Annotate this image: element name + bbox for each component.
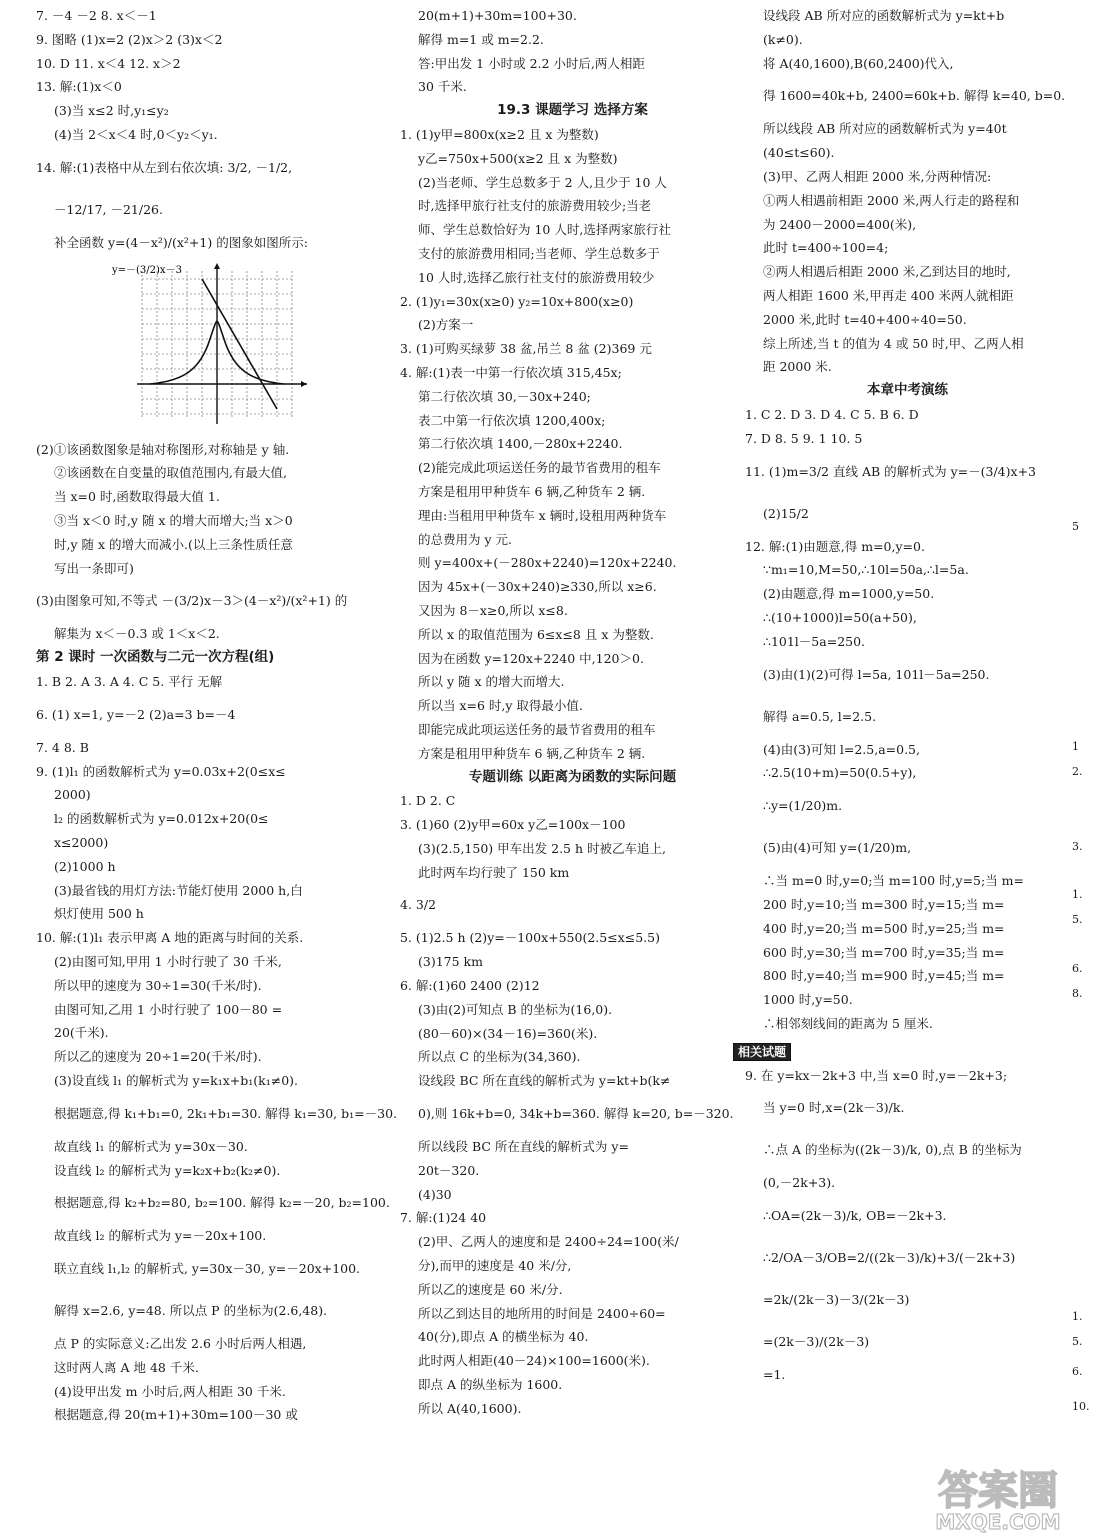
- answer-line: (4)30: [418, 1186, 452, 1202]
- answer-line: (4)设甲出发 m 小时后,两人相距 30 千米.: [54, 1383, 286, 1399]
- answer-line: (2)由图可知,甲用 1 小时行驶了 30 千米,: [54, 953, 282, 969]
- answer-line: 所以当 x=6 时,y 取得最小值.: [418, 698, 583, 714]
- answer-line: ②两人相遇后相距 2000 米,乙到达目的地时,: [763, 264, 1011, 280]
- answer-line: 分),而甲的速度是 40 米/分,: [418, 1258, 572, 1274]
- answer-line: (80－60)×(34－16)=360(米).: [418, 1025, 598, 1041]
- answer-line: 当 y=0 时,x=(2k－3)/k.: [763, 1100, 905, 1116]
- answer-line: 13. 解:(1)x＜0: [36, 79, 122, 95]
- answer-line: 时,y 随 x 的增大而减小.(以上三条性质任意: [54, 536, 293, 552]
- answer-line: 的总费用为 y 元.: [418, 531, 512, 547]
- answer-line: 距 2000 米.: [763, 359, 832, 375]
- answer-line: 7. D 8. 5 9. 1 10. 5: [745, 430, 863, 446]
- answer-line: (40≤t≤60).: [763, 145, 835, 161]
- answer-line: 设线段 AB 所对应的函数解析式为 y=kt+b: [763, 8, 1005, 23]
- answer-line: (2)1000 h: [54, 858, 116, 874]
- answer-line: 2000): [54, 787, 91, 803]
- answer-line: 根据题意,得 k₂+b₂=80, b₂=100. 解得 k₂=－20, b₂=100.: [54, 1195, 390, 1211]
- answer-line: 因为在函数 y=120x+2240 中,120＞0.: [418, 650, 644, 666]
- answer-line: 解集为 x＜－0.3 或 1＜x＜2.: [54, 626, 220, 642]
- answer-line: ∴2.5(10+m)=50(0.5+y),: [763, 765, 917, 781]
- answer-line: 1000 时,y=50.: [763, 992, 853, 1008]
- answer-line: 即点 A 的纵坐标为 1600.: [418, 1377, 563, 1393]
- answer-line: 理由:当租用甲种货车 x 辆时,设租用两种货车: [418, 507, 667, 523]
- related-questions-tag: 相关试题: [733, 1043, 791, 1061]
- answer-line: 两人相距 1600 米,甲再走 400 米两人就相距: [763, 287, 1014, 303]
- answer-line: 6. 解:(1)60 2400 (2)12: [400, 978, 540, 994]
- answer-line: ②该函数在自变量的取值范围内,有最大值,: [54, 465, 287, 481]
- answer-line: 由图可知,乙用 1 小时行驶了 100－80 =: [54, 1001, 283, 1017]
- section-heading: 本章中考演练: [867, 382, 948, 399]
- answer-line: 40(分),即点 A 的横坐标为 40.: [418, 1329, 589, 1345]
- answer-line: 根据题意,得 20(m+1)+30m=100－30 或: [54, 1407, 298, 1423]
- answer-line: 所以乙的速度为 20÷1=20(千米/时).: [54, 1049, 262, 1065]
- answer-line: 30 千米.: [418, 79, 467, 95]
- answer-line: 9. 图略 (1)x=2 (2)x＞2 (3)x＜2: [36, 31, 223, 47]
- answer-line: 800 时,y=40;当 m=900 时,y=45;当 m=: [763, 968, 1005, 984]
- margin-number: 3.: [1072, 840, 1083, 853]
- answer-line: (2)甲、乙两人的速度和是 2400÷24=100(米/: [418, 1234, 679, 1250]
- answer-line: 9. 在 y=kx－2k+3 中,当 x=0 时,y=－2k+3;: [745, 1067, 1008, 1083]
- answer-line: 1. C 2. D 3. D 4. C 5. B 6. D: [745, 406, 919, 422]
- answer-line: =1.: [763, 1367, 786, 1383]
- margin-number: 6.: [1072, 962, 1083, 975]
- answer-line: =(2k－3)/(2k－3): [763, 1334, 870, 1350]
- function-graph: [112, 259, 342, 429]
- answer-line: (3)最省钱的用灯方法:节能灯使用 2000 h,白: [54, 882, 303, 898]
- section-heading: 19.3 课题学习 选择方案: [497, 102, 648, 119]
- answer-line: 所以线段 AB 所对应的函数解析式为 y=40t: [763, 121, 1007, 137]
- answer-line: 又因为 8－x≥0,所以 x≤8.: [418, 602, 568, 618]
- answer-line: 2000 米,此时 t=40+400÷40=50.: [763, 311, 967, 327]
- answer-line: x≤2000): [54, 834, 109, 850]
- answer-line: 2. (1)y₁=30x(x≥0) y₂=10x+800(x≥0): [400, 293, 634, 309]
- answer-line: ∴y=(1/20)m.: [763, 798, 843, 814]
- watermark-site: MXQE.COM: [935, 1510, 1061, 1534]
- answer-line: 综上所述,当 t 的值为 4 或 50 时,甲、乙两人相: [763, 335, 1024, 351]
- answer-line: (2)由题意,得 m=1000,y=50.: [763, 586, 935, 602]
- section-heading: 第 2 课时 一次函数与二元一次方程(组): [36, 649, 275, 666]
- answer-line: ∴OA=(2k－3)/k, OB=－2k+3.: [763, 1208, 947, 1224]
- margin-number: 2.: [1072, 765, 1083, 778]
- answer-line: 所以 y 随 x 的增大而增大.: [418, 674, 565, 690]
- answer-line: (3)(2.5,150) 甲车出发 2.5 h 时被乙车追上,: [418, 840, 666, 856]
- answer-line: ∴2/OA－3/OB=2/((2k－3)/k)+3/(－2k+3): [763, 1250, 1016, 1266]
- answer-line: 因为 45x+(－30x+240)≥330,所以 x≥6.: [418, 579, 657, 595]
- answer-column-2: [400, 4, 745, 1421]
- margin-number: 5.: [1072, 1335, 1083, 1348]
- answer-line: 解得 x=2.6, y=48. 所以点 P 的坐标为(2.6,48).: [54, 1303, 328, 1319]
- answer-line: 解得 m=1 或 m=2.2.: [418, 31, 544, 47]
- answer-line: 方案是租用甲种货车 6 辆,乙种货车 2 辆.: [418, 745, 646, 761]
- answer-line: 解得 a=0.5, l=2.5.: [763, 708, 877, 724]
- answer-line: ③当 x＜0 时,y 随 x 的增大而增大;当 x＞0: [54, 512, 293, 528]
- answer-line: 所以线段 BC 所在直线的解析式为 y=: [418, 1139, 629, 1155]
- answer-line: 所以甲的速度为 30÷1=30(千米/时).: [54, 977, 262, 993]
- answer-line: 3. (1)60 (2)y甲=60x y乙=100x－100: [400, 817, 626, 833]
- answer-line: l₂ 的函数解析式为 y=0.012x+20(0≤: [54, 811, 269, 827]
- answer-line: 3. (1)可购买绿萝 38 盆,吊兰 8 盆 (2)369 元: [400, 341, 652, 357]
- answer-line: 400 时,y=20;当 m=500 时,y=25;当 m=: [763, 920, 1005, 936]
- answer-line: ∴(10+1000)l=50(a+50),: [763, 609, 917, 625]
- answer-column-3: [738, 4, 1070, 1387]
- answer-line: －12/17, －21/26.: [54, 201, 163, 217]
- answer-line: 14. 解:(1)表格中从左到右依次填: 3/2, －1/2,: [36, 159, 293, 175]
- answer-line: (2)方案一: [418, 317, 474, 333]
- answer-line: y乙=750x+500(x≥2 且 x 为整数): [418, 150, 618, 166]
- margin-number: 8.: [1072, 987, 1083, 1000]
- margin-number: 1: [1072, 740, 1079, 753]
- answer-line: 炽灯使用 500 h: [54, 906, 144, 922]
- answer-line: 这时两人离 A 地 48 千米.: [54, 1359, 199, 1375]
- answer-line: (4)当 2＜x＜4 时,0＜y₂＜y₁.: [54, 126, 218, 142]
- answer-line: 为 2400－2000=400(米),: [763, 216, 917, 232]
- answer-line: 所以 A(40,1600).: [418, 1400, 522, 1416]
- answer-line: 故直线 l₁ 的解析式为 y=30x－30.: [54, 1138, 248, 1154]
- answer-line: (4)由(3)可知 l=2.5,a=0.5,: [763, 741, 920, 757]
- margin-number: 5.: [1072, 913, 1083, 926]
- answer-line: 11. (1)m=3/2 直线 AB 的解析式为 y=－(3/4)x+3: [745, 463, 1036, 479]
- answer-line: (3)甲、乙两人相距 2000 米,分两种情况:: [763, 168, 992, 184]
- answer-line: 1. D 2. C: [400, 793, 456, 809]
- answer-line: 设直线 l₂ 的解析式为 y=k₂x+b₂(k₂≠0).: [54, 1162, 281, 1178]
- answer-line: 补全函数 y=(4－x²)/(x²+1) 的图象如图所示:: [54, 234, 308, 250]
- answer-line: 则 y=400x+(－280x+2240)=120x+2240.: [418, 555, 677, 571]
- answer-line: 将 A(40,1600),B(60,2400)代入,: [763, 55, 954, 71]
- answer-line: 6. (1) x=1, y=－2 (2)a=3 b=－4: [36, 706, 236, 722]
- answer-line: 所以乙到达目的地所用的时间是 2400÷60=: [418, 1305, 666, 1321]
- answer-line: ∵m₁=10,M=50,∴10l=50a,∴l=5a.: [763, 562, 969, 578]
- answer-line: 联立直线 l₁,l₂ 的解析式, y=30x－30, y=－20x+100.: [54, 1261, 361, 1277]
- answer-line: 1. B 2. A 3. A 4. C 5. 平行 无解: [36, 673, 223, 689]
- answer-line: 此时 t=400÷100=4;: [763, 240, 889, 256]
- watermark-logo: [903, 1459, 1093, 1534]
- answer-line: (3)175 km: [418, 954, 483, 970]
- answer-line: 7. 解:(1)24 40: [400, 1210, 487, 1226]
- answer-line: =2k/(2k－3)－3/(2k－3): [763, 1292, 910, 1308]
- answer-line: 此时两车均行驶了 150 km: [418, 864, 570, 880]
- watermark-text: 答案圈: [938, 1468, 1058, 1514]
- section-heading: 专题训练 以距离为函数的实际问题: [468, 768, 677, 785]
- answer-line: 当 x=0 时,函数取得最大值 1.: [54, 489, 220, 505]
- margin-number: 6.: [1072, 1365, 1083, 1378]
- answer-line: 20(m+1)+30m=100+30.: [418, 8, 577, 23]
- answer-line: (5)由(4)可知 y=(1/20)m,: [763, 840, 912, 856]
- answer-line: 所以 x 的取值范围为 6≤x≤8 且 x 为整数.: [418, 626, 654, 642]
- answer-line: 写出一条即可): [54, 560, 134, 576]
- answer-line: 200 时,y=10;当 m=300 时,y=15;当 m=: [763, 896, 1005, 912]
- answer-line: (2)能完成此项运送任务的最节省费用的租车: [418, 460, 661, 476]
- margin-number: 1.: [1072, 1310, 1083, 1323]
- answer-line: 10. 解:(1)l₁ 表示甲离 A 地的距离与时间的关系.: [36, 930, 304, 946]
- answer-line: 答:甲出发 1 小时或 2.2 小时后,两人相距: [418, 55, 645, 71]
- related-tag-row: [738, 1040, 1070, 1064]
- answer-line: 根据题意,得 k₁+b₁=0, 2k₁+b₁=30. 解得 k₁=30, b₁=－30.: [54, 1105, 397, 1121]
- answer-line: (3)由图象可知,不等式 －(3/2)x－3＞(4－x²)/(x²+1) 的: [36, 593, 348, 609]
- answer-line: 9. (1)l₁ 的函数解析式为 y=0.03x+2(0≤x≤: [36, 763, 286, 779]
- answer-line: (3)由(1)(2)可得 l=5a, 101l－5a=250.: [763, 666, 990, 682]
- answer-line: 7. 4 8. B: [36, 739, 89, 755]
- answer-line: 5. (1)2.5 h (2)y=－100x+550(2.5≤x≤5.5): [400, 930, 660, 946]
- answer-line: 20t－320.: [418, 1162, 480, 1178]
- graph-line-label: y=－(3/2)x－3: [112, 264, 182, 276]
- answer-line: 即能完成此项运送任务的最节省费用的租车: [418, 721, 656, 737]
- answer-line: 4. 3/2: [400, 897, 437, 913]
- answer-line: 得 1600=40k+b, 2400=60k+b. 解得 k=40, b=0.: [763, 88, 1066, 104]
- answer-line: ①两人相遇前相距 2000 米,两人行走的路程和: [763, 192, 1020, 208]
- answer-line: 所以点 C 的坐标为(34,360).: [418, 1049, 581, 1065]
- answer-line: 0),则 16k+b=0, 34k+b=360. 解得 k=20, b=－320.: [418, 1106, 734, 1122]
- answer-line: ∴点 A 的坐标为((2k－3)/k, 0),点 B 的坐标为: [763, 1142, 1022, 1158]
- answer-line: 方案是租用甲种货车 6 辆,乙种货车 2 辆.: [418, 483, 646, 499]
- answer-line: 此时两人相距(40－24)×100=1600(米).: [418, 1353, 650, 1369]
- margin-number: 5: [1072, 520, 1079, 533]
- answer-line: 时,选择甲旅行社支付的旅游费用较少;当老: [418, 198, 652, 214]
- answer-line: 10. D 11. x＜4 12. x＞2: [36, 55, 181, 71]
- answer-line: 10 人时,选择乙旅行社支付的旅游费用较少: [418, 269, 655, 285]
- answer-line: (k≠0).: [763, 31, 803, 47]
- answer-line: ∴当 m=0 时,y=0;当 m=100 时,y=5;当 m=: [763, 873, 1025, 889]
- answer-line: 1. (1)y甲=800x(x≥2 且 x 为整数): [400, 126, 599, 142]
- answer-line: 表二中第一行依次填 1200,400x;: [418, 412, 606, 428]
- answer-line: 设线段 BC 所在直线的解析式为 y=kt+b(k≠: [418, 1073, 671, 1089]
- answer-line: 师、学生总数恰好为 10 人时,选择两家旅行社: [418, 222, 671, 238]
- answer-line: 7. －4 －2 8. x＜－1: [36, 8, 157, 23]
- answer-line: 点 P 的实际意义:乙出发 2.6 小时后两人相遇,: [54, 1336, 307, 1352]
- answer-line: ∴101l－5a=250.: [763, 633, 866, 649]
- margin-number: 10.: [1072, 1400, 1090, 1413]
- answer-line: (0,－2k+3).: [763, 1175, 836, 1191]
- answer-line: (2)①该函数图象是轴对称图形,对称轴是 y 轴.: [36, 441, 290, 457]
- margin-number: 1.: [1072, 888, 1083, 901]
- answer-line: 600 时,y=30;当 m=700 时,y=35;当 m=: [763, 944, 1005, 960]
- answer-line: 20(千米).: [54, 1025, 109, 1041]
- answer-line: 4. 解:(1)表一中第一行依次填 315,45x;: [400, 364, 622, 380]
- answer-line: 支付的旅游费用相同;当老师、学生总数多于: [418, 245, 660, 261]
- answer-line: (2)15/2: [763, 505, 809, 521]
- answer-line: (3)当 x≤2 时,y₁≤y₂: [54, 103, 169, 119]
- answer-line: 所以乙的速度是 60 米/分.: [418, 1281, 563, 1297]
- answer-line: 12. 解:(1)由题意,得 m=0,y=0.: [745, 538, 925, 554]
- answer-line: (3)由(2)可知点 B 的坐标为(16,0).: [418, 1001, 613, 1017]
- answer-line: 第二行依次填 30,－30x+240;: [418, 388, 591, 404]
- answer-line: (3)设直线 l₁ 的解析式为 y=k₁x+b₁(k₁≠0).: [54, 1072, 299, 1088]
- answer-line: 故直线 l₂ 的解析式为 y=－20x+100.: [54, 1228, 267, 1244]
- answer-column-1: [36, 4, 397, 1427]
- answer-line: (2)当老师、学生总数多于 2 人,且少于 10 人: [418, 174, 667, 190]
- answer-line: ∴相邻刻线间的距离为 5 厘米.: [763, 1015, 933, 1031]
- answer-line: 第二行依次填 1400,－280x+2240.: [418, 436, 623, 452]
